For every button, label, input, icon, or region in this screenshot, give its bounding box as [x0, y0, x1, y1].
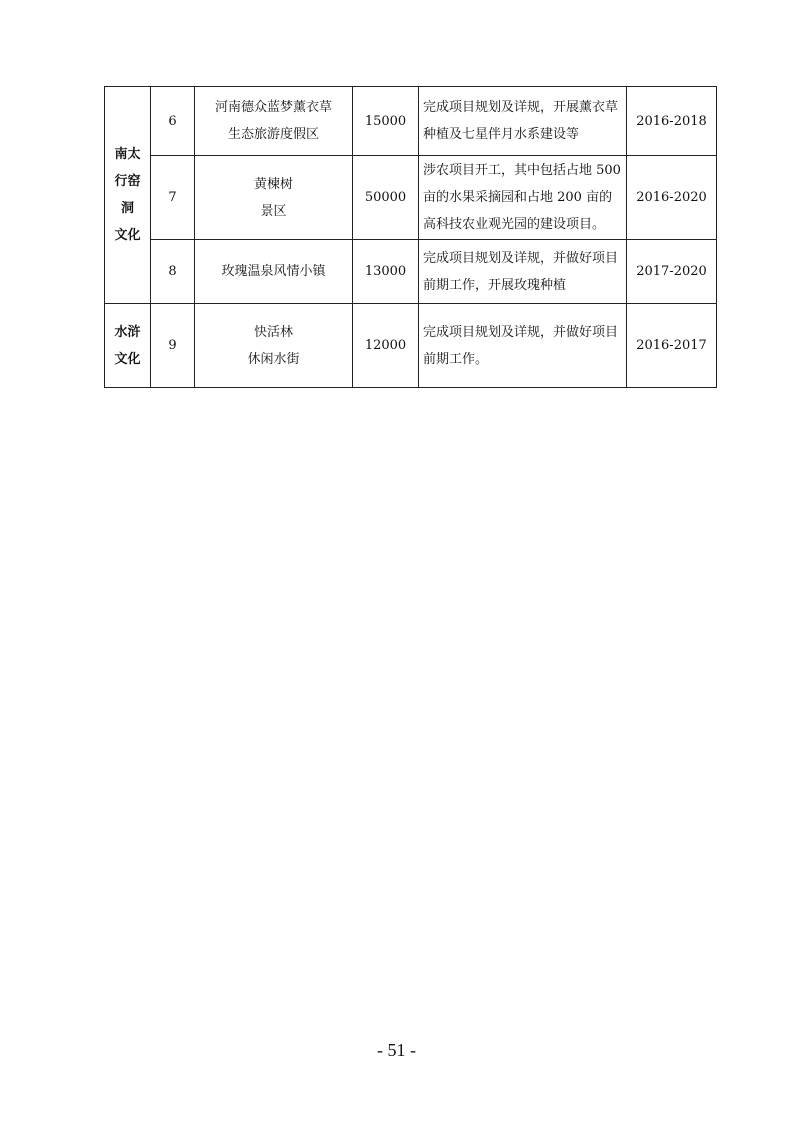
period: 2016-2017 — [627, 304, 717, 388]
project-content: 完成项目规划及详规，并做好项目 前期工作。 — [419, 304, 627, 388]
project-content: 涉农项目开工，其中包括占地 500 亩的水果采摘园和占地 200 亩的 高科技农业观光园的建设项目。 — [419, 156, 627, 240]
project-table — [104, 86, 717, 388]
table-row — [105, 87, 717, 156]
category-cell: 南太 行窑 洞 文化 — [105, 87, 151, 304]
table-row — [105, 304, 717, 388]
period: 2016-2020 — [627, 156, 717, 240]
period: 2017-2020 — [627, 240, 717, 304]
investment: 12000 — [353, 304, 419, 388]
table-row — [105, 240, 717, 304]
investment: 50000 — [353, 156, 419, 240]
page-number: - 51 - — [377, 1040, 416, 1060]
row-number: 9 — [151, 304, 195, 388]
project-name: 黄楝树 景区 — [195, 156, 353, 240]
row-number: 8 — [151, 240, 195, 304]
row-number: 7 — [151, 156, 195, 240]
investment: 15000 — [353, 87, 419, 156]
project-name: 玫瑰温泉风情小镇 — [195, 240, 353, 304]
investment: 13000 — [353, 240, 419, 304]
row-number: 6 — [151, 87, 195, 156]
project-content: 完成项目规划及详规，并做好项目 前期工作，开展玫瑰种植 — [419, 240, 627, 304]
category-cell: 水浒 文化 — [105, 304, 151, 388]
table-row — [105, 156, 717, 240]
project-name: 河南德众蓝梦薰衣草 生态旅游度假区 — [195, 87, 353, 156]
project-name: 快活林 休闲水街 — [195, 304, 353, 388]
project-content: 完成项目规划及详规，开展薰衣草 种植及七星伴月水系建设等 — [419, 87, 627, 156]
period: 2016-2018 — [627, 87, 717, 156]
